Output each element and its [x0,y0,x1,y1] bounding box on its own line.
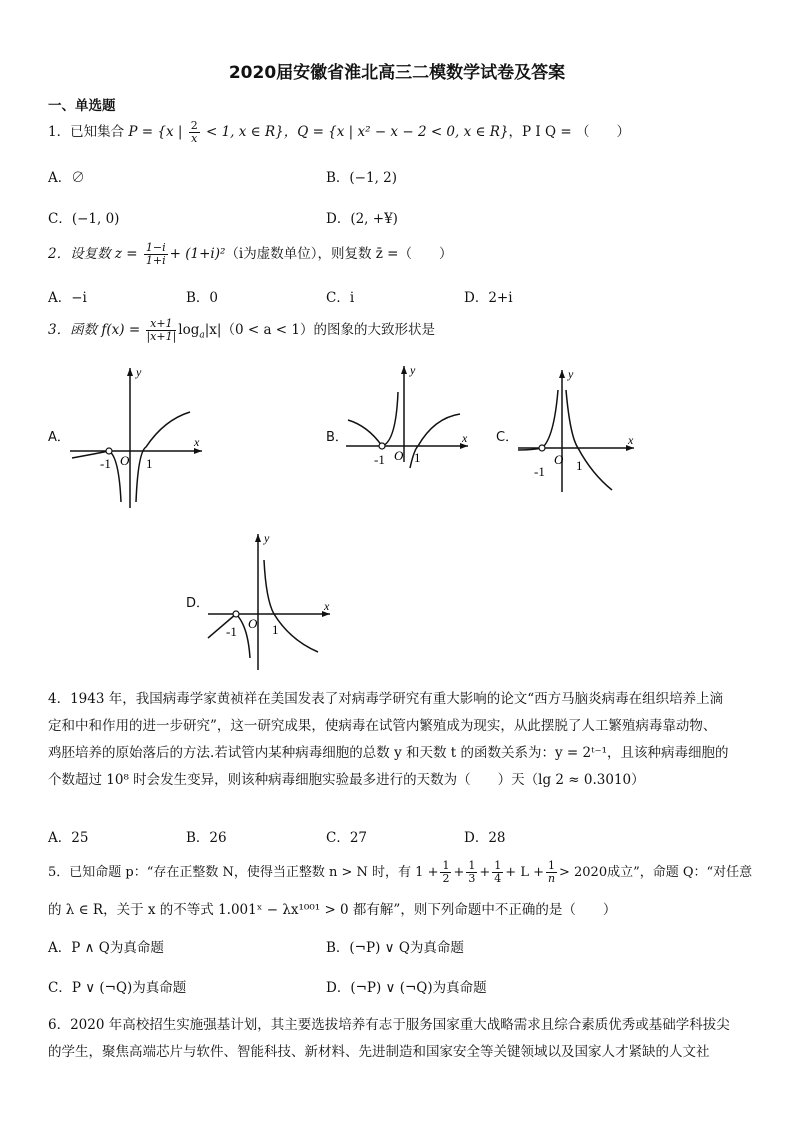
q3-option-b-label: B． [326,430,348,445]
graph-a-axes [70,368,202,508]
q1-set-p-prefix: P = {x | [128,124,187,140]
graph-d-origin: O [248,616,258,631]
q6-line: 的学生，聚焦高端芯片与软件、智能科技、新材料、先进制造和国家安全等关键领域以及国家人才紧缺的人文社 [48,1044,710,1060]
q5-fraction-1 [440,860,451,885]
q1-lead: 1．已知集合 [48,124,125,140]
q3-option-c-label: C． [496,430,519,445]
q2-fraction-denominator: 1+i [145,254,166,267]
graph-b-arrows [401,366,468,449]
graph-a-curves [72,412,190,502]
q1-fraction-numerator: 2 [190,119,198,132]
graph-c-tick-neg1: -1 [534,464,545,479]
question-2-stem [48,242,453,267]
graph-c-tick-1: 1 [576,458,583,473]
q2-option-d: D．2+i [464,290,513,306]
graph-a-curve-right [136,412,190,502]
graph-a-arrows [127,368,202,454]
question-5-stem-line-2: 的 λ ∈ R，关于 x 的不等式 1.001ˣ − λx¹⁰⁰¹ > 0 都有解”，则下列命题中不正确的是（ ） [48,902,617,918]
q5-option-b: B．(¬P) ∨ Q为真命题 [326,940,464,956]
q5-fraction-4 [546,860,557,885]
q2-fraction [144,242,168,267]
graph-b-x-label: x [462,431,468,445]
q5-fraction-2 [466,860,477,885]
q2-fraction-numerator: 1−i [145,241,166,254]
graph-a-y-label: y [136,365,142,379]
graph-c-curve-right [566,390,612,490]
graph-c-curve-inner [542,390,558,448]
q1-tail: ，P I Q = （ ） [508,124,631,140]
q5-option-d: D．(¬P) ∨ (¬Q)为真命题 [326,980,487,996]
graph-d-tick-neg1: -1 [226,624,237,639]
graph-b-open-point [379,443,385,449]
graph-b-curve-inner [382,392,398,446]
graph-a-origin: O [120,453,130,468]
q4-line: 4．1943 年，我国病毒学家黄祯祥在美国发表了对病毒学研究有重大影响的论文“西方马脑炎病毒在组织培养上滴 [48,691,724,707]
q3-graph-c [516,366,640,496]
graph-d-open-point [233,611,239,617]
q4-line: 个数超过 10⁸ 时会发生变异，则该种病毒细胞实验最多进行的天数为（ ）天（lg 2 ≈ 0.3010） [48,772,645,788]
graph-a-tick-1: 1 [146,456,153,471]
question-1-stem [48,120,630,145]
q3-log: log [178,322,200,338]
q4-option-b: B．26 [186,830,227,846]
graph-a-x-label: x [194,435,200,449]
q5-fraction-3 [492,860,503,885]
q3-fraction-numerator: x+1 [146,318,176,331]
q4-line: 鸡胚培养的原始落后的方法.若试管内某种病毒细胞的总数 y 和天数 t 的函数关系为：y = 2ᵗ⁻¹，且该种病毒细胞的 [48,745,729,761]
q3-lead: 3．函数 f(x) = [48,322,141,338]
page-title: 2020届安徽省淮北高三二模数学试卷及答案 [228,63,566,83]
q5-lead: 5．已知命题 p：“存在正整数 N，使得当正整数 n > N 时，有 1 + [48,865,439,880]
q2-option-c: C．i [326,290,355,306]
question-4-stem [48,686,748,794]
q5-fraction-4-den: n [547,872,556,885]
q1-fraction [189,120,200,145]
graph-d-y-label: y [264,531,270,545]
graph-d-arrows [255,534,330,617]
q6-line: 6．2020 年高校招生实施强基计划，其主要选拔培养有志于服务国家重大战略需求且综合素质优秀或基础学科拔尖 [48,1017,730,1033]
section-heading: 一、单选题 [48,98,116,114]
q2-option-a: A．−i [48,290,87,306]
graph-b-axes [346,366,468,462]
q3-option-d-label: D． [186,596,210,611]
q1-set-q: ，Q = {x | x² − x − 2 < 0, x ∈ R} [283,124,509,140]
q2-lead: 2．设复数 z = [48,246,138,262]
q5-fraction-3-num: 1 [494,859,502,872]
q4-option-a: A．25 [48,830,89,846]
graph-d-curve-right [264,560,318,652]
q1-option-b: B．(−1, 2) [326,170,398,186]
q5-fraction-2-num: 1 [468,859,476,872]
question-6-stem [48,1012,748,1066]
q3-graph-a [64,362,214,512]
graph-b-origin: O [394,448,404,463]
graph-d-tick-1: 1 [272,622,279,637]
graph-b-y-label: y [410,363,416,377]
graph-c-arrows [559,370,634,451]
q1-option-a: A．∅ [48,170,85,186]
graph-a-open-point [106,448,112,454]
q4-option-c: C．27 [326,830,368,846]
q2-option-b: B．0 [186,290,219,306]
graph-d-x-label: x [324,599,330,613]
graph-d-curves [208,560,318,658]
question-5-stem-line-1: 5．已知命题 p：“存在正整数 N，使得当正整数 n > N 时，有 1 + $\frac{1}{2}$ + $\frac{1}{3}$ + $\frac{1}{4}$ + L + $\frac{1}{n}$ > 2020成立”，命题 Q：“对任意 [48,859,753,885]
q5-fraction-3-den: 4 [494,872,502,885]
q3-graph-b [344,362,474,472]
graph-c-origin: O [554,452,564,467]
graph-c-y-label: y [568,367,574,381]
q1-fraction-denominator: x [191,132,198,145]
q3-tail: |x|（0 < a < 1）的图象的大致形状是 [204,322,435,338]
q5-line1-tail: > 2020成立”，命题 Q：“对任意 [558,865,753,880]
q2-tail: （i为虚数单位），则复数 z̄ =（ ） [225,246,453,262]
graph-b-tick-neg1: -1 [374,452,385,467]
graph-c-x-label: x [628,433,634,447]
graph-c-open-point [539,445,545,451]
q4-option-d: D．28 [464,830,506,846]
q3-fraction-denominator: |x+1| [146,330,177,343]
question-3-stem [48,318,435,343]
graph-b-curve-left [348,420,382,446]
q5-fraction-4-num: 1 [547,859,555,872]
graph-a-tick-neg1: -1 [100,456,111,471]
q5-fraction-2-den: 3 [468,872,476,885]
q3-log-base: a [199,330,205,341]
q5-option-c: C．P ∨ (¬Q)为真命题 [48,980,187,996]
q2-mid: + (1+i)² [169,246,226,262]
q4-line: 定和中和作用的进一步研究”，这一研究成果，使病毒在试管内繁殖成为现实，从此摆脱了人工繁殖病毒靠动物、 [48,718,717,734]
q3-graph-d [206,530,336,675]
q1-set-p-suffix: < 1, x ∈ R} [201,124,284,140]
graph-b-tick-1: 1 [414,450,421,465]
q1-option-d: D．(2, +¥) [326,211,398,227]
q5-mid: + L + [505,865,544,880]
q5-fraction-1-den: 2 [442,872,450,885]
q5-fraction-1-num: 1 [442,859,450,872]
graph-c-curves [518,390,612,490]
q1-option-c: C．(−1, 0) [48,211,120,227]
q5-option-a: A．P ∧ Q为真命题 [48,940,164,956]
q3-fraction [146,318,176,343]
q3-option-a-label: A． [48,430,70,445]
